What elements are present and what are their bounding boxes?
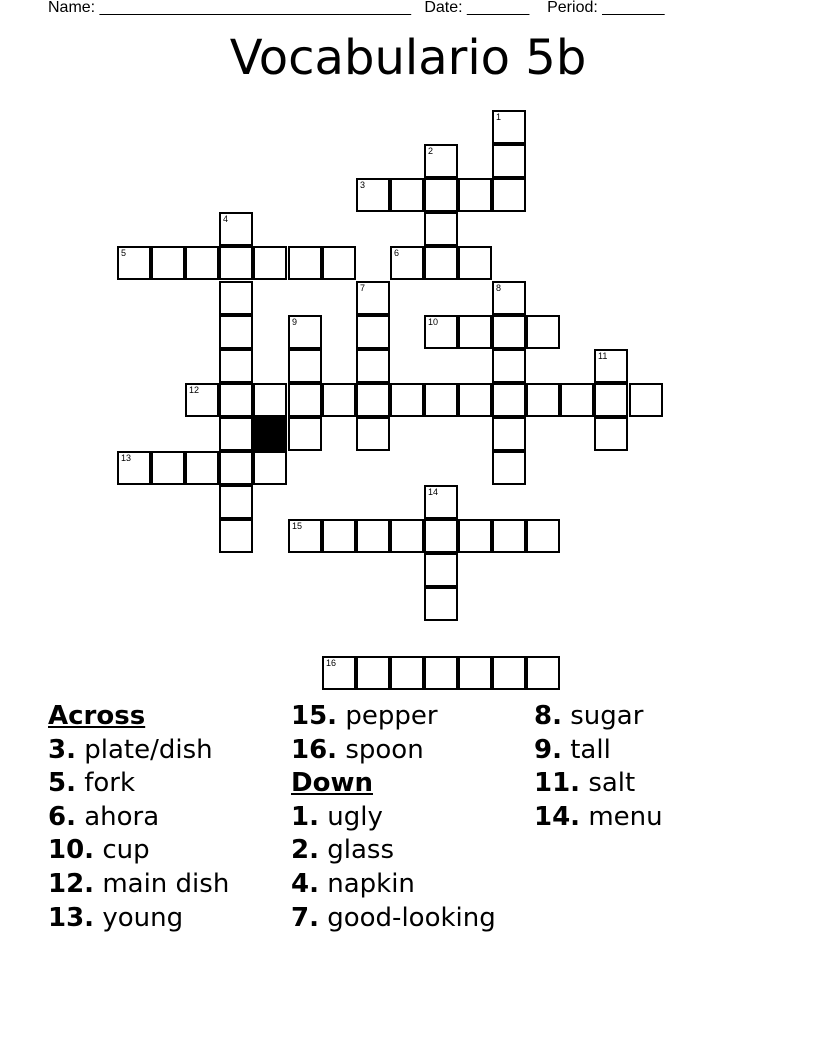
crossword-cell[interactable]	[253, 451, 287, 485]
crossword-cell[interactable]	[492, 417, 526, 451]
clue-number: 6.	[48, 801, 76, 832]
clue-number-label: 11	[598, 351, 608, 361]
crossword-cell[interactable]	[492, 349, 526, 383]
crossword-cell[interactable]	[356, 519, 390, 553]
clue-item	[291, 734, 496, 768]
clue-column-3	[534, 700, 663, 834]
clue-number: 11.	[534, 768, 581, 799]
crossword-cell[interactable]	[492, 519, 526, 553]
crossword-cell[interactable]	[526, 383, 560, 417]
clue-number: 10.	[48, 835, 95, 866]
clue-number-label: 14	[428, 487, 439, 497]
crossword-cell[interactable]	[253, 383, 287, 417]
crossword-cell[interactable]	[458, 315, 492, 349]
crossword-cell[interactable]	[117, 246, 151, 280]
crossword-cell[interactable]	[219, 315, 253, 349]
clue-number: 1.	[291, 801, 319, 832]
clue-item	[48, 834, 229, 868]
clue-number-label: 4	[223, 214, 229, 224]
crossword-cell[interactable]	[356, 281, 390, 315]
clue-column-1	[48, 700, 229, 935]
clue-item	[48, 734, 229, 768]
crossword-cell[interactable]	[492, 315, 526, 349]
clue-text: ugly	[318, 801, 383, 832]
crossword-cell[interactable]	[424, 246, 458, 280]
clue-number-label: 15	[292, 521, 303, 531]
clue-item	[534, 801, 663, 835]
clue-number: 9.	[534, 734, 562, 765]
clue-item	[534, 767, 663, 801]
crossword-cell[interactable]	[322, 519, 356, 553]
clue-text: spoon	[337, 734, 424, 765]
crossword-cell[interactable]	[424, 212, 458, 246]
crossword-cell[interactable]	[219, 383, 253, 417]
clue-text: young	[94, 902, 184, 933]
clue-text: good-looking	[318, 902, 496, 933]
clue-number-label: 5	[121, 248, 127, 258]
crossword-cell[interactable]	[390, 383, 424, 417]
crossword-cell[interactable]	[492, 178, 526, 212]
crossword-cell[interactable]	[492, 451, 526, 485]
clue-item	[291, 834, 496, 868]
crossword-cell[interactable]	[288, 519, 322, 553]
crossword-cell[interactable]	[492, 144, 526, 178]
crossword-cell[interactable]	[594, 417, 628, 451]
clue-text: main dish	[94, 868, 230, 899]
crossword-cell[interactable]	[390, 178, 424, 212]
clue-text: glass	[318, 835, 394, 866]
crossword-cell[interactable]	[219, 417, 253, 451]
clue-number: 16.	[291, 734, 338, 765]
crossword-cell[interactable]	[356, 383, 390, 417]
clue-text: tall	[561, 734, 611, 765]
crossword-cell[interactable]	[322, 656, 356, 690]
clue-text: sugar	[561, 701, 644, 731]
header-fields: Name: ___________________________________ Date: _______ Period: _______	[48, 0, 665, 16]
clue-item	[48, 902, 229, 936]
clue-number: 4.	[291, 868, 319, 899]
clue-number: 2.	[291, 835, 319, 866]
clue-text: salt	[580, 768, 636, 799]
crossword-cell[interactable]	[322, 383, 356, 417]
clue-item	[291, 868, 496, 902]
crossword-cell[interactable]	[288, 246, 322, 280]
crossword-cell[interactable]	[288, 383, 322, 417]
crossword-cell[interactable]	[151, 246, 185, 280]
clue-number-label: 13	[121, 453, 132, 463]
clue-number-label: 12	[189, 385, 200, 395]
clue-item	[48, 868, 229, 902]
clue-heading: Across	[48, 701, 146, 731]
crossword-cell[interactable]	[185, 246, 219, 280]
crossword-cell[interactable]	[219, 281, 253, 315]
crossword-cell[interactable]	[424, 178, 458, 212]
clue-heading: Down	[291, 768, 373, 799]
crossword-cell[interactable]	[458, 383, 492, 417]
clue-number: 8.	[534, 701, 562, 731]
crossword-cell[interactable]	[458, 246, 492, 280]
clue-item	[48, 767, 229, 801]
clue-item	[48, 801, 229, 835]
crossword-cell[interactable]	[356, 349, 390, 383]
clue-number: 14.	[534, 801, 581, 832]
crossword-cell[interactable]	[526, 656, 560, 690]
crossword-cell[interactable]	[390, 246, 424, 280]
crossword-cell[interactable]	[526, 315, 560, 349]
crossword-cell[interactable]	[185, 451, 219, 485]
clue-item	[534, 734, 663, 768]
crossword-cell[interactable]	[629, 383, 663, 417]
crossword-cell[interactable]	[322, 246, 356, 280]
crossword-cell[interactable]	[424, 485, 458, 519]
clue-number: 15.	[291, 701, 338, 731]
clue-text: pepper	[337, 701, 438, 731]
crossword-cell[interactable]	[526, 519, 560, 553]
crossword-cell[interactable]	[356, 656, 390, 690]
crossword-cell[interactable]	[492, 281, 526, 315]
clue-item	[291, 902, 496, 936]
crossword-black-cell	[253, 417, 287, 451]
clue-number-label: 8	[496, 283, 502, 293]
crossword-cell[interactable]	[492, 656, 526, 690]
crossword-cell[interactable]	[424, 553, 458, 587]
clue-number: 13.	[48, 902, 95, 933]
crossword-cell[interactable]	[219, 349, 253, 383]
crossword-cell[interactable]	[492, 110, 526, 144]
crossword-cell[interactable]	[288, 315, 322, 349]
crossword-cell[interactable]	[424, 315, 458, 349]
crossword-cell[interactable]	[424, 656, 458, 690]
crossword-cell[interactable]	[594, 383, 628, 417]
clue-text: cup	[94, 835, 150, 866]
clue-item	[291, 700, 496, 734]
crossword-cell[interactable]	[151, 451, 185, 485]
crossword-cell[interactable]	[288, 349, 322, 383]
clue-column-2	[291, 700, 496, 935]
crossword-cell[interactable]	[219, 246, 253, 280]
clue-text: menu	[580, 801, 663, 832]
clue-number-label: 16	[326, 658, 337, 668]
crossword-cell[interactable]	[424, 519, 458, 553]
clue-text: ahora	[75, 801, 160, 832]
clue-text: napkin	[318, 868, 415, 899]
clue-number-label: 10	[428, 317, 439, 327]
crossword-cell[interactable]	[424, 383, 458, 417]
crossword-cell[interactable]	[253, 246, 287, 280]
crossword-cell[interactable]	[594, 349, 628, 383]
clue-number: 5.	[48, 768, 76, 799]
crossword-cell[interactable]	[458, 519, 492, 553]
crossword-cell[interactable]	[219, 212, 253, 246]
clue-text: fork	[75, 768, 136, 799]
crossword-cell[interactable]	[424, 144, 458, 178]
clue-number-label: 6	[394, 248, 400, 258]
crossword-cell[interactable]	[219, 519, 253, 553]
crossword-cell[interactable]	[492, 383, 526, 417]
clue-item	[291, 801, 496, 835]
crossword-cell[interactable]	[560, 383, 594, 417]
crossword-cell[interactable]	[458, 656, 492, 690]
clue-number-label: 2	[428, 146, 434, 156]
clue-number-label: 7	[360, 283, 366, 293]
clue-number: 3.	[48, 734, 76, 765]
crossword-cell[interactable]	[458, 178, 492, 212]
crossword-cell[interactable]	[288, 417, 322, 451]
crossword-cell[interactable]	[390, 656, 424, 690]
clue-number-label: 9	[292, 317, 298, 327]
crossword-cell[interactable]	[356, 417, 390, 451]
crossword-cell[interactable]	[356, 178, 390, 212]
clue-item	[534, 700, 663, 734]
clue-number: 7.	[291, 902, 319, 933]
crossword-cell[interactable]	[185, 383, 219, 417]
page-title: Vocabulario 5b	[229, 30, 587, 86]
clue-number: 12.	[48, 868, 95, 899]
crossword-cell[interactable]	[117, 451, 151, 485]
crossword-cell[interactable]	[424, 587, 458, 621]
clue-number-label: 3	[360, 180, 366, 190]
crossword-cell[interactable]	[390, 519, 424, 553]
crossword-cell[interactable]	[356, 315, 390, 349]
clue-text: plate/dish	[75, 734, 213, 765]
crossword-cell[interactable]	[219, 451, 253, 485]
clue-number-label: 1	[496, 112, 502, 122]
crossword-cell[interactable]	[219, 485, 253, 519]
